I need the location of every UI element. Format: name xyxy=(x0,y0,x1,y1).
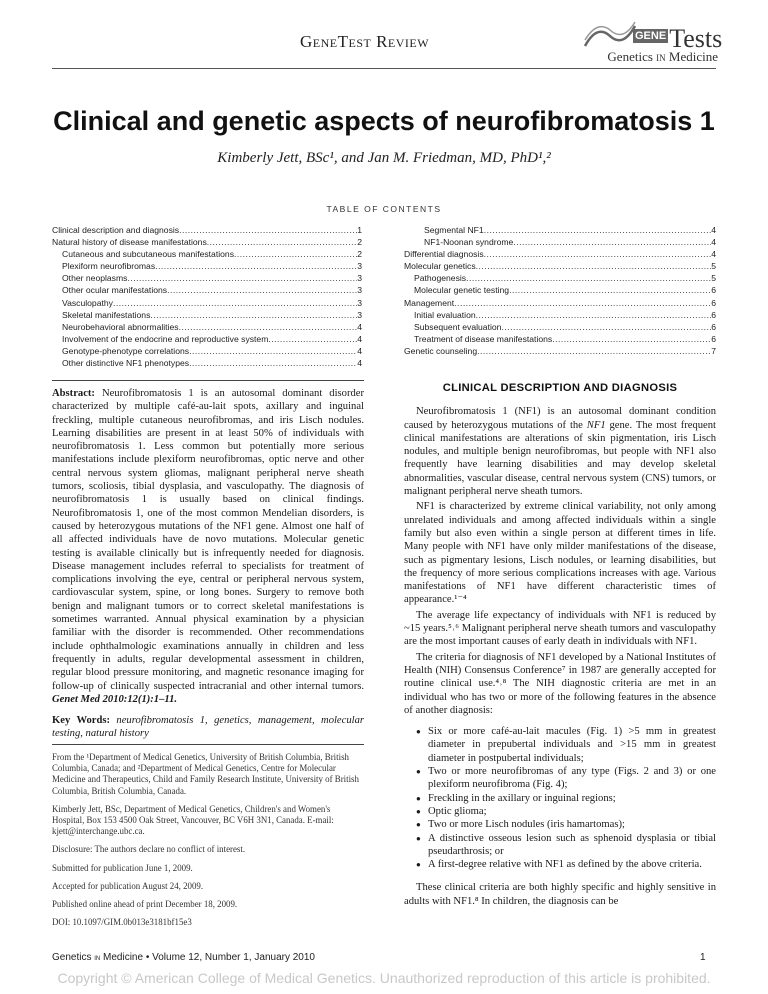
toc-entry-label: Differential diagnosis xyxy=(404,249,484,260)
toc-entry-page: 5 xyxy=(711,273,716,284)
toc-entry-page: 4 xyxy=(357,358,362,369)
affiliations-divider xyxy=(52,744,364,745)
series-title: GeneTest Review xyxy=(300,32,430,51)
affiliations xyxy=(52,744,364,935)
toc-entry-page: 3 xyxy=(357,261,362,272)
gene-name: NF1 xyxy=(586,419,606,431)
toc-leader-dots xyxy=(189,345,357,357)
abstract-label: Abstract: xyxy=(52,388,95,399)
toc-leader-dots xyxy=(501,321,711,333)
toc-entry[interactable] xyxy=(404,272,716,284)
toc-entry[interactable] xyxy=(52,224,362,236)
body-paragraph: The average life expectancy of individuals with NF1 is reduced by ~15 years.⁵˒⁶ Malignant peripheral nerve sheath tumors and vasculopathy are the most important causes of early death in individuals with NF1. xyxy=(404,609,716,648)
accepted-date: Accepted for publication August 24, 2009. xyxy=(52,880,204,891)
toc-entry[interactable] xyxy=(404,345,716,357)
toc-entry[interactable] xyxy=(52,272,362,284)
toc-entry-page: 4 xyxy=(711,249,716,260)
toc-leader-dots xyxy=(150,309,357,321)
toc-entry-page: 6 xyxy=(711,309,716,320)
toc-entry-label: Pathogenesis xyxy=(414,273,467,284)
toc-entry-label: Molecular genetic testing xyxy=(414,285,510,296)
criteria-item: ● Two or more Lisch nodules (iris hamartomas); xyxy=(416,818,716,831)
copyright-notice: Copyright © American College of Medical Genetics. Unauthorized reproduction of this article is prohibited. xyxy=(57,970,711,986)
toc-entry-page: 3 xyxy=(357,285,362,296)
criteria-item: ● Two or more neurofibromas of any type (Figs. 2 and 3) or one plexiform neurofibroma (Fig. 4); xyxy=(416,765,716,792)
body-paragraph: The criteria for diagnosis of NF1 developed by a National Institutes of Health (NIH) Consensus Conference⁷ in 1987 are generally accepted for routine clinical use.⁴˒⁸ The NIH diagnostic criteria are met in an individual who has two or more of the following features in the absence of another diagnosis: xyxy=(404,651,716,716)
toc-entry-page: 3 xyxy=(357,297,362,308)
toc-entry-page: 3 xyxy=(357,309,362,320)
toc-entry[interactable] xyxy=(404,309,716,321)
toc-leader-dots xyxy=(189,357,357,369)
toc-entry-page: 6 xyxy=(711,321,716,332)
toc-entry-label: Plexiform neurofibromas xyxy=(62,261,156,272)
toc-entry-label: Other ocular manifestations xyxy=(62,285,168,296)
toc-entry-label: Subsequent evaluation xyxy=(414,321,502,332)
toc-entry[interactable] xyxy=(52,357,362,369)
toc-leader-dots xyxy=(484,224,712,236)
toc-leader-dots xyxy=(207,236,357,248)
toc-entry-page: 2 xyxy=(357,249,362,260)
toc-entry[interactable] xyxy=(52,309,362,321)
journal-logo xyxy=(583,20,723,64)
toc-entry-page: 1 xyxy=(357,225,362,235)
toc-entry-label: Other distinctive NF1 phenotypes xyxy=(62,358,190,369)
toc-leader-dots xyxy=(454,297,711,309)
toc-entry-page: 4 xyxy=(711,225,716,235)
toc-entry-label: Skeletal manifestations xyxy=(62,309,151,320)
toc-entry-page: 4 xyxy=(357,345,362,356)
toc-entry-label: Involvement of the endocrine and reproductive system xyxy=(62,333,269,344)
toc-entry[interactable] xyxy=(52,345,362,357)
toc-heading: TABLE OF CONTENTS xyxy=(326,204,442,214)
left-column xyxy=(52,380,364,741)
criteria-item: ● Six or more café-au-lait macules (Fig. 1) >5 mm in greatest diameter in prepubertal individuals and >15 mm in greatest diameter in postpubertal individuals; xyxy=(416,725,716,765)
toc-entry[interactable] xyxy=(52,333,362,345)
toc-left-column xyxy=(52,224,362,369)
toc-entry-label: Neurobehavioral abnormalities xyxy=(62,321,179,332)
body-paragraph: These clinical criteria are both highly specific and highly sensitive in adults with NF1.⁸ In children, the diagnosis can be xyxy=(404,882,716,907)
keywords-text: neurofibromatosis 1, genetics, management, molecular testing, natural history xyxy=(52,715,364,740)
toc-leader-dots xyxy=(466,272,711,284)
toc-entry-label: Treatment of disease manifestations xyxy=(414,333,553,344)
body-paragraph: Neurofibromatosis 1 (NF1) is an autosomal dominant condition caused by heterozygous mutations of the NF1 gene. The most frequent clinical manifestations are alterations of skin pigmentation, iris Lisch nodules, and multiple benign neurofibromas, but people with NF1 also frequently have learning disabilities and may develop skeletal abnormalities, vascular disease, central nervous system (CNS) tumors, or malignant peripheral nerve sheath tumors. xyxy=(404,406,716,498)
toc-entry-label: Molecular genetics xyxy=(404,261,476,272)
toc-entry-label: Genetic counseling xyxy=(404,345,478,356)
keywords xyxy=(52,714,364,741)
logo-word: Tests xyxy=(669,24,723,53)
toc-entry-label: Natural history of disease manifestations xyxy=(52,237,207,248)
published-date: Published online ahead of print December 18, 2009. xyxy=(52,899,238,910)
toc-entry[interactable] xyxy=(52,297,362,309)
doi: DOI: 10.1097/GIM.0b013e3181bf15e3 xyxy=(52,917,192,928)
toc-leader-dots xyxy=(234,248,357,260)
toc-leader-dots xyxy=(476,260,712,272)
toc-leader-dots xyxy=(113,297,357,309)
toc-entry[interactable] xyxy=(404,260,716,272)
logo-wave-icon xyxy=(583,20,637,50)
disclosure: Disclosure: The authors declare no conflict of interest. xyxy=(52,844,246,855)
body-paragraph: NF1 is characterized by extreme clinical variability, not only among unrelated individuals and among affected individuals within a single family but also even within a single person at different times in life. Many people with NF1 have only milder manifestations of the disease, such as pigmentary lesions, Lisch nodules, or learning disabilities, but the frequency of more serious complications increases with age. Various manifestations of NF1 have different characteristic times of appearance.¹⁻⁴ xyxy=(404,501,716,606)
criteria-item: ● Optic glioma; xyxy=(416,805,716,818)
toc-leader-dots xyxy=(268,333,357,345)
toc-entry[interactable] xyxy=(52,321,362,333)
toc-leader-dots xyxy=(484,248,712,260)
affiliation-from: From the ¹Department of Medical Genetics, University of British Columbia, British Columbia, Canada; and ²Department of Medical Genetics, Centre for Molecular Medicine and Therapeutics, Child and Family Research Institute, University of British Columbia, British Columbia, Canada. xyxy=(52,752,359,796)
criteria-item: ● Freckling in the axillary or inguinal regions; xyxy=(416,792,716,805)
toc-leader-dots xyxy=(477,345,711,357)
abstract xyxy=(52,387,364,706)
toc-entry-label: Other neoplasms xyxy=(62,273,128,284)
toc-entry[interactable] xyxy=(52,284,362,296)
section-heading: CLINICAL DESCRIPTION AND DIAGNOSIS xyxy=(442,382,678,394)
header-divider xyxy=(52,68,716,69)
toc-entry-page: 2 xyxy=(357,237,362,248)
toc-leader-dots xyxy=(552,333,711,345)
toc-entry-label: Initial evaluation xyxy=(414,309,476,320)
toc-leader-dots xyxy=(155,260,357,272)
right-column xyxy=(404,380,716,910)
abstract-citation: Genet Med 2010:12(1):1–11. xyxy=(52,693,178,705)
toc-entry[interactable] xyxy=(404,224,716,236)
toc-entry[interactable] xyxy=(404,284,716,296)
toc-entry-label: NF1-Noonan syndrome xyxy=(424,237,514,248)
toc-entry-page: 6 xyxy=(711,333,716,344)
toc-entry-label: Vasculopathy xyxy=(62,297,113,308)
toc-entry-label: Cutaneous and subcutaneous manifestations xyxy=(62,249,234,260)
toc-leader-dots xyxy=(509,284,711,296)
keywords-label: Key Words: xyxy=(52,715,111,727)
abstract-text: Neurofibromatosis 1 is an autosomal dominant disorder characterized by multiple café-au-lait spots, axillary and inguinal freckling, multiple cutaneous neurofibromas, and iris Lisch nodules. Learning disabilities are present in at least 50% of individuals with neurofibromatosis 1. Less common but potentially more serious manifestations include plexiform neurofibromas, optic nerve and other central nervous system gliomas, malignant peripheral nerve sheath tumors, scoliosis, tibial dysplasia, and vasculopathy. The diagnosis of neurofibromatosis 1 is usually based on clinical findings. Neurofibromatosis 1, one of the most common Mendelian disorders, is caused by heterozygous mutations of the NF1 gene. Almost one half of all affected individuals have de novo mutations. Molecular genetic testing is available clinically but is infrequently needed for diagnosis. Disease management includes referral to specialists for treatment of complications involving the eye, central or peripheral nervous system, cardiovascular system, spine, or long bones. Surgery to remove both benign and malignant tumors or to correct skeletal manifestations is sometimes warranted. Annual physical examination by a physician familiar with the disorder is recommended. Other recommendations include ophthalmologic examinations annually in children and less frequently in adults, regular developmental assessment in children, regular blood pressure monitoring, and magnetic resonance imaging for follow-up of clinically suspected intracranial and other internal tumors. xyxy=(52,388,364,692)
toc-entry[interactable] xyxy=(52,260,362,272)
toc-entry-page: 4 xyxy=(357,321,362,332)
diagnostic-criteria-list xyxy=(416,725,716,871)
toc-leader-dots xyxy=(179,321,358,333)
toc-entry[interactable] xyxy=(52,236,362,248)
toc-entry[interactable] xyxy=(404,297,716,309)
toc-entry[interactable] xyxy=(404,248,716,260)
criteria-item: ● A first-degree relative with NF1 as defined by the above criteria. xyxy=(416,858,716,871)
logo-subtitle: Genetics in Medicine xyxy=(607,49,718,64)
toc-entry-label: Segmental NF1 xyxy=(424,225,484,235)
toc-entry-page: 6 xyxy=(711,297,716,308)
toc-entry-page: 6 xyxy=(711,285,716,296)
logo-brand: GENE xyxy=(635,30,667,42)
abstract-divider xyxy=(52,380,364,381)
footer-journal: Genetics in Medicine • Volume 12, Number 1, January 2010 xyxy=(52,952,315,963)
toc-leader-dots xyxy=(513,236,711,248)
criteria-item: ● A distinctive osseous lesion such as sphenoid dysplasia or tibial pseudarthrosis; or xyxy=(416,832,716,859)
page-number: 1 xyxy=(700,952,706,963)
toc-entry-label: Management xyxy=(404,297,455,308)
toc-entry[interactable] xyxy=(52,248,362,260)
toc-leader-dots xyxy=(127,272,357,284)
toc-entry-label: Genotype-phenotype correlations xyxy=(62,345,190,356)
toc-entry-page: 4 xyxy=(357,333,362,344)
toc-entry[interactable] xyxy=(404,236,716,248)
toc-entry[interactable] xyxy=(404,321,716,333)
toc-entry-page: 4 xyxy=(711,237,716,248)
toc-entry-page: 7 xyxy=(711,345,716,356)
toc-leader-dots xyxy=(476,309,712,321)
article-title: Clinical and genetic aspects of neurofibromatosis 1 xyxy=(53,106,715,136)
toc-leader-dots xyxy=(167,284,357,296)
toc-entry-page: 5 xyxy=(711,261,716,272)
author-line: Kimberly Jett, BSc¹, and Jan M. Friedman, MD, PhD¹,² xyxy=(217,150,551,166)
toc-right-column xyxy=(404,224,716,357)
toc-entry[interactable] xyxy=(404,333,716,345)
toc-entry-page: 3 xyxy=(357,273,362,284)
submitted-date: Submitted for publication June 1, 2009. xyxy=(52,862,193,873)
toc-entry-label: Clinical description and diagnosis xyxy=(52,225,180,235)
toc-leader-dots xyxy=(179,224,357,236)
correspondence: Kimberly Jett, BSc, Department of Medical Genetics, Children's and Women's Hospital, Box 153 4500 Oak Street, Vancouver, BC V6H 3N1, Canada. E-mail: kjett@interchange.ubc.ca. xyxy=(52,803,334,837)
